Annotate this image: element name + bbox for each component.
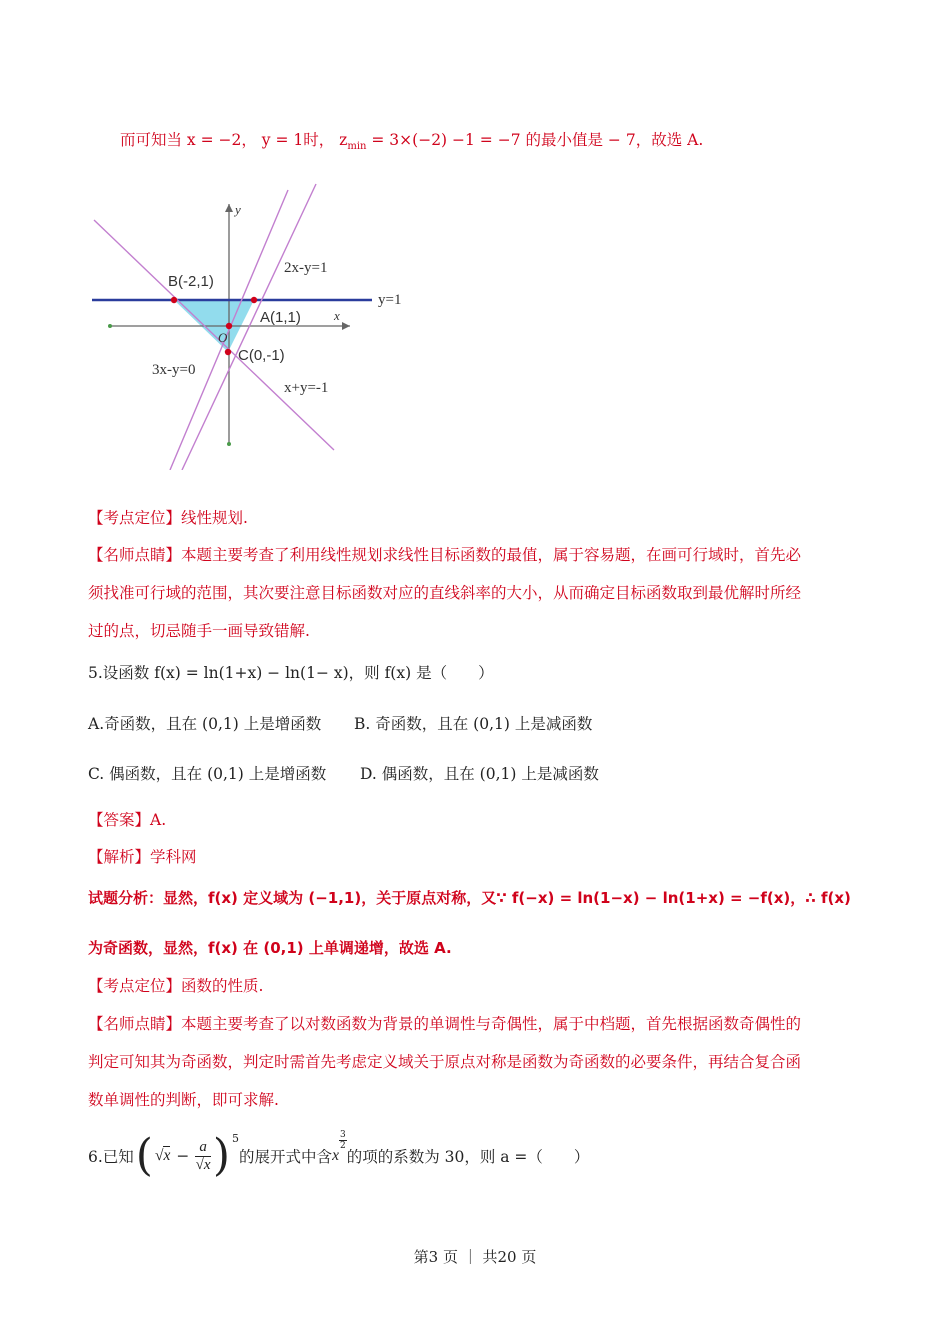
q4-mingshi-2: 须找准可行域的范围，其次要注意目标函数对应的直线斜率的大小，从而确定目标函数取到最优解时所经	[88, 584, 802, 602]
intro-text: 而可知当 x = −2， y = 1时， z	[120, 131, 348, 149]
q5-analysis-2: 为奇函数，显然，f(x) 在 (0,1) 上单调递增，故选 A.	[88, 939, 452, 957]
q6-sqrt-x: √x	[154, 1147, 171, 1164]
q6-stem	[88, 1126, 589, 1186]
label-x-y-neg1: x+y=-1	[284, 380, 329, 396]
label-origin: O	[218, 330, 228, 345]
q6-xvar: x	[332, 1147, 339, 1164]
label-2x-y-1: 2x-y=1	[284, 260, 328, 276]
q5-option-D: D. 偶函数，且在 (0,1) 上是减函数	[360, 765, 599, 783]
q5-answer: 【答案】A.	[88, 811, 167, 829]
q6-exp-num: 3	[339, 1130, 346, 1140]
q4-mingshi-3: 过的点，切忌随手一画导致错解.	[88, 622, 310, 640]
point-O	[226, 323, 232, 329]
q6-frac-den: √x	[195, 1156, 211, 1173]
q6-exponent	[339, 1130, 347, 1151]
label-C: C(0,-1)	[238, 347, 285, 364]
q5-mingshi-2: 判定可知其为奇函数，判定时需首先考虑定义域关于原点对称是函数为奇函数的必要条件，再结合复合函	[88, 1053, 802, 1071]
q5-mingshi-1: 【名师点睛】本题主要考查了以对数函数为背景的单调性与奇偶性，属于中档题，首先根据函数奇偶性的	[88, 1015, 802, 1033]
q4-mingshi-1: 【名师点睛】本题主要考查了利用线性规划求线性目标函数的最值，属于容易题，在画可行域时，首先必	[88, 546, 802, 564]
q5-mingshi-3: 数单调性的判断，即可求解.	[88, 1091, 279, 1109]
q6-right-paren: )	[212, 1130, 231, 1181]
q4-kaodian: 【考点定位】线性规划.	[88, 509, 248, 527]
q5-option-B: B. 奇函数，且在 (0,1) 上是减函数	[354, 715, 593, 733]
label-x-axis: x	[334, 308, 340, 323]
q5-option-A: A.奇函数，且在 (0,1) 上是增函数	[88, 715, 322, 733]
point-A	[251, 297, 257, 303]
feasible-region-figure	[88, 180, 418, 470]
q5-option-C: C. 偶函数，且在 (0,1) 上是增函数	[88, 765, 327, 783]
label-y-axis: y	[235, 202, 241, 217]
q6-minus: −	[176, 1147, 190, 1165]
q6-frac-den-radicand: x	[203, 1156, 211, 1173]
q6-frac-num: a	[195, 1139, 211, 1157]
q6-sqrt-radicand: x	[163, 1147, 171, 1164]
label-y-1: y=1	[378, 292, 402, 308]
q6-exp-den: 2	[339, 1141, 346, 1151]
intro-subscript: min	[347, 141, 367, 153]
q6-middle: 的展开式中含	[239, 1148, 333, 1166]
label-B: B(-2,1)	[168, 273, 214, 290]
q6-suffix: 的项的系数为 30，则 a =（ ）	[346, 1148, 590, 1166]
q6-left-paren: (	[135, 1130, 153, 1181]
intro-text-rest: = 3×(−2) −1 = −7 的最小值是 − 7，故选 A.	[366, 131, 704, 149]
label-3x-y-0: 3x-y=0	[152, 362, 196, 378]
q6-power: 5	[232, 1132, 240, 1145]
q6-fraction	[195, 1139, 211, 1174]
point-C	[225, 349, 231, 355]
q5-kaodian: 【考点定位】函数的性质.	[88, 977, 264, 995]
q6-prefix: 6.已知	[88, 1148, 134, 1166]
x-axis-arrow	[342, 322, 350, 330]
intro-line	[120, 128, 703, 152]
label-A: A(1,1)	[260, 309, 301, 326]
axis-end-y	[227, 442, 231, 446]
y-axis-arrow	[225, 204, 233, 212]
line-x-plus-y	[94, 220, 334, 450]
page-footer: 第3 页 ｜ 共20 页	[413, 1248, 537, 1266]
point-B	[171, 297, 177, 303]
q5-analysis-1: 试题分析：显然，f(x) 定义域为 (−1,1)，关于原点对称，又∵ f(−x) = ln(1−x) − ln(1+x) = −f(x)，∴ f(x)	[88, 889, 851, 907]
q5-stem: 5.设函数 f(x) = ln(1+x) − ln(1− x)，则 f(x) 是（ ）	[88, 664, 494, 682]
q5-jiexi: 【解析】学科网	[88, 848, 197, 866]
axis-end-x	[108, 324, 112, 328]
